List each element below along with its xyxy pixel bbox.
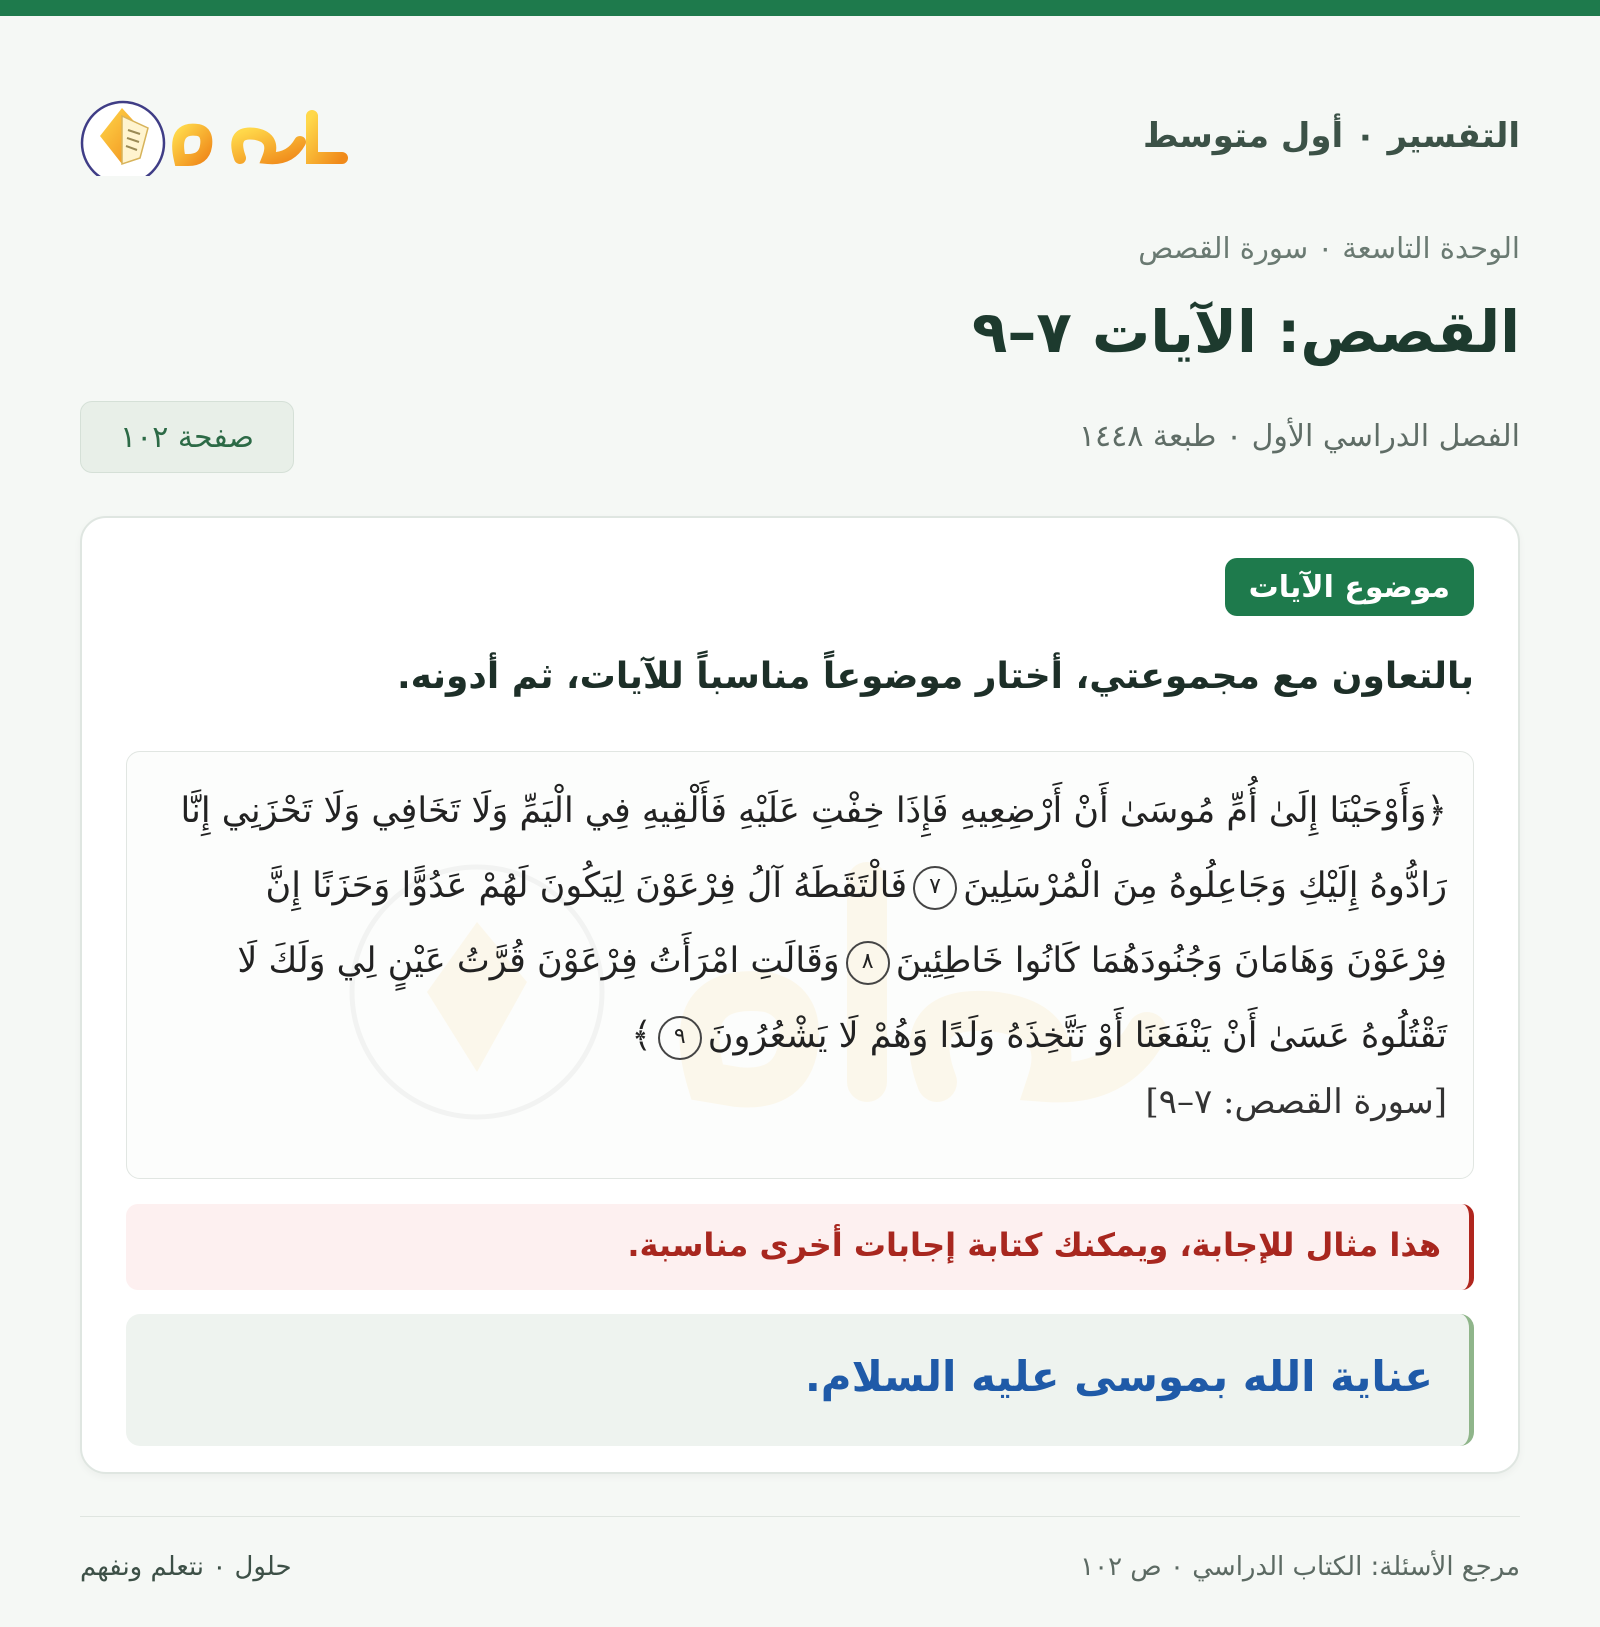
verse-part-2: فَالْتَقَطَهُ آلُ فِرْعَوْنَ لِيَكُونَ لَهُمْ عَدُوًّا وَحَزَنًا إِنَّ فِرْعَوْنَ وَهَامَانَ وَجُنُودَهُمَا كَانُوا خَاطِئِينَ [265, 866, 1447, 981]
verse-box [126, 751, 1474, 1179]
verse-text [167, 774, 1447, 1074]
logo-icon [80, 86, 370, 176]
verse-reference: [سورة القصص: ٧–٩] [1145, 1082, 1447, 1122]
logo-text [370, 86, 371, 87]
footer-divider [80, 1516, 1520, 1517]
unit-breadcrumb: الوحدة التاسعة ٠ سورة القصص [1138, 231, 1520, 265]
subject-title: التفسير ٠ أول متوسط [1142, 116, 1520, 156]
term-edition: الفصل الدراسي الأول ٠ طبعة ١٤٤٨ [1078, 419, 1520, 454]
footer-reference: مرجع الأسئلة: الكتاب الدراسي ٠ ص ١٠٢ [1080, 1552, 1520, 1582]
ayah-number-7: ٧ [913, 866, 957, 910]
verse-closing-bracket: ﴾ [631, 1016, 652, 1056]
note-text: هذا مثال للإجابة، ويمكنك كتابة إجابات أخرى مناسبة. [627, 1226, 1441, 1264]
verse-part-3: وَقَالَتِ امْرَأَتُ فِرْعَوْنَ قُرَّتُ عَيْنٍ لِي وَلَكَ لَا تَقْتُلُوهُ عَسَىٰ أَنْ يَنْفَعَنَا أَوْ نَتَّخِذَهُ وَلَدًا وَهُمْ لَا يَشْعُرُونَ [237, 941, 1447, 1056]
question-card [80, 516, 1520, 1474]
note-box [126, 1204, 1474, 1290]
ayah-number-8: ٨ [846, 941, 890, 985]
answer-text: عناية الله بموسى عليه السلام. [804, 1352, 1433, 1401]
page-title: القصص: الآيات ٧–٩ [972, 298, 1520, 366]
page-number-badge: صفحة ١٠٢ [80, 401, 294, 473]
ayah-number-9: ٩ [658, 1016, 702, 1060]
topic-badge: موضوع الآيات [1225, 558, 1474, 616]
verse-part-1: ﴿وَأَوْحَيْنَا إِلَىٰ أُمِّ مُوسَىٰ أَنْ أَرْضِعِيهِ فَإِذَا خِفْتِ عَلَيْهِ فَأَلْقِيهِ فِي الْيَمِّ وَلَا تَخَافِي وَلَا تَحْزَنِي إِنَّا رَادُّوهُ إِلَيْكِ وَجَاعِلُوهُ مِنَ الْمُرْسَلِينَ [180, 791, 1447, 906]
page-container [80, 16, 1520, 1627]
header [80, 86, 1520, 176]
footer-brand: حلول ٠ نتعلم ونفهم [80, 1552, 292, 1582]
hulul-logo[interactable] [80, 86, 370, 176]
top-accent-bar [0, 0, 1600, 16]
answer-box [126, 1314, 1474, 1446]
question-text: بالتعاون مع مجموعتي، أختار موضوعاً مناسباً للآيات، ثم أدونه. [396, 656, 1474, 697]
